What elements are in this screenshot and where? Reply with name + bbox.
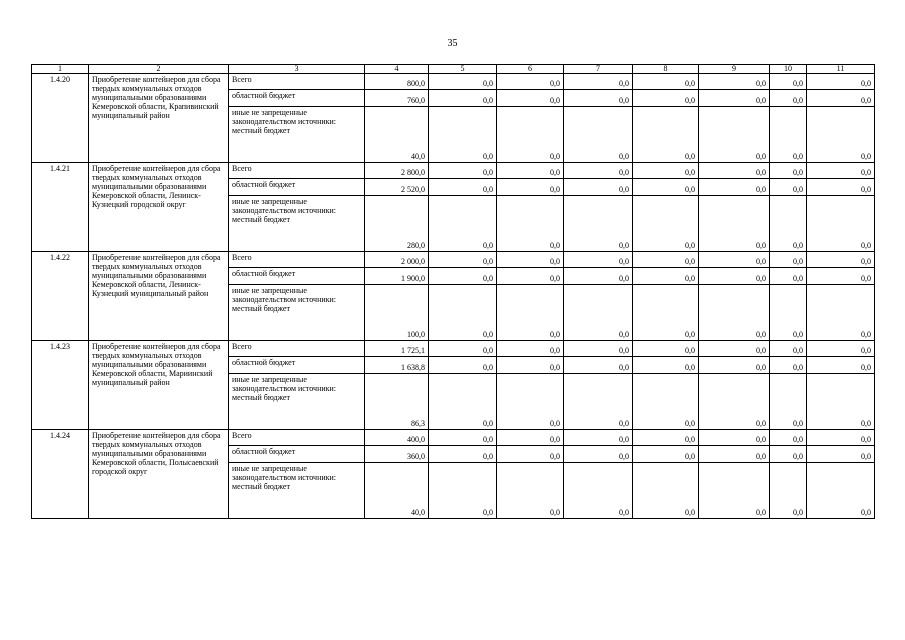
header-cell: 10 [770,65,807,74]
value-cell: 0,0 [564,430,633,446]
value-cell: 0,0 [429,74,497,90]
value-cell: 0,0 [807,285,875,341]
value-cell: 0,0 [497,74,564,90]
header-cell: 3 [229,65,365,74]
value-cell: 0,0 [699,163,770,179]
value-cell: 0,0 [699,446,770,463]
value-cell: 0,0 [497,90,564,107]
value-cell: 0,0 [807,446,875,463]
source-total-label: Всего [229,74,365,90]
source-local-label: местный бюджет [232,126,290,135]
value-cell: 2 800,0 [365,163,429,179]
source-other-cell [229,107,365,163]
value-cell: 0,0 [564,74,633,90]
value-cell: 0,0 [807,107,875,163]
value-cell: 40,0 [365,107,429,163]
value-cell: 0,0 [807,268,875,285]
page-number: 35 [447,38,458,49]
value-cell: 0,0 [699,285,770,341]
value-cell: 0,0 [633,446,699,463]
value-cell: 0,0 [770,341,807,357]
value-cell: 0,0 [807,163,875,179]
table-row [32,341,875,357]
value-cell: 760,0 [365,90,429,107]
value-cell: 0,0 [699,179,770,196]
activity-code: 1.4.23 [32,341,89,430]
value-cell: 0,0 [497,268,564,285]
source-local-label: местный бюджет [232,215,290,224]
value-cell: 0,0 [497,446,564,463]
source-regional-label: областной бюджет [229,357,365,374]
value-cell: 0,0 [497,341,564,357]
value-cell: 0,0 [699,463,770,519]
source-regional-label: областной бюджет [229,179,365,196]
value-cell: 0,0 [564,179,633,196]
activity-code: 1.4.21 [32,163,89,252]
header-row [32,65,875,74]
value-cell: 0,0 [633,374,699,430]
header-cell: 6 [497,65,564,74]
header-cell: 8 [633,65,699,74]
value-cell: 0,0 [807,196,875,252]
value-cell: 400,0 [365,430,429,446]
value-cell: 0,0 [564,463,633,519]
value-cell: 0,0 [699,90,770,107]
value-cell: 280,0 [365,196,429,252]
value-cell: 0,0 [429,430,497,446]
activity-code: 1.4.22 [32,252,89,341]
value-cell: 0,0 [807,252,875,268]
value-cell: 0,0 [807,74,875,90]
value-cell: 0,0 [497,374,564,430]
value-cell: 0,0 [564,374,633,430]
source-other-label: иные не запрещенные законодательством источники: [232,375,337,393]
source-other-cell [229,285,365,341]
value-cell: 0,0 [497,196,564,252]
value-cell: 0,0 [770,90,807,107]
source-other-cell [229,463,365,519]
header-cell: 5 [429,65,497,74]
header-cell: 4 [365,65,429,74]
source-regional-label: областной бюджет [229,268,365,285]
value-cell: 0,0 [564,285,633,341]
value-cell: 0,0 [429,341,497,357]
activity-name: Приобретение контейнеров для сбора твердых коммунальных отходов муниципальными образованиями Кемеровской области, Крапивинский муниципальный район [89,74,229,163]
value-cell: 0,0 [633,285,699,341]
value-cell: 0,0 [770,163,807,179]
table-row [32,430,875,446]
value-cell: 0,0 [699,430,770,446]
source-total-label: Всего [229,252,365,268]
source-other-label: иные не запрещенные законодательством источники: [232,108,337,126]
value-cell: 0,0 [807,341,875,357]
source-other-label: иные не запрещенные законодательством источники: [232,464,337,482]
source-other-label: иные не запрещенные законодательством источники: [232,286,337,304]
value-cell: 0,0 [807,463,875,519]
value-cell: 800,0 [365,74,429,90]
value-cell: 0,0 [770,252,807,268]
source-regional-label: областной бюджет [229,90,365,107]
value-cell: 0,0 [564,357,633,374]
value-cell: 0,0 [633,341,699,357]
activity-name: Приобретение контейнеров для сбора твердых коммунальных отходов муниципальными образованиями Кемеровской области, Мариинский муниципальный район [89,341,229,430]
value-cell: 0,0 [633,463,699,519]
activity-name: Приобретение контейнеров для сбора твердых коммунальных отходов муниципальными образованиями Кемеровской области, Ленинск-Кузнецкий муниципальный район [89,252,229,341]
table-row [32,252,875,268]
source-total-label: Всего [229,341,365,357]
value-cell: 0,0 [429,179,497,196]
value-cell: 0,0 [807,430,875,446]
value-cell: 0,0 [633,196,699,252]
value-cell: 0,0 [497,285,564,341]
value-cell: 0,0 [807,90,875,107]
value-cell: 0,0 [633,74,699,90]
value-cell: 0,0 [497,163,564,179]
value-cell: 40,0 [365,463,429,519]
value-cell: 0,0 [429,107,497,163]
value-cell: 0,0 [770,268,807,285]
value-cell: 0,0 [699,341,770,357]
activity-name: Приобретение контейнеров для сбора твердых коммунальных отходов муниципальными образованиями Кемеровской области, Ленинск-Кузнецкий городской округ [89,163,229,252]
value-cell: 0,0 [633,252,699,268]
value-cell: 0,0 [429,90,497,107]
activity-name: Приобретение контейнеров для сбора твердых коммунальных отходов муниципальными образованиями Кемеровской области, Полысаевский городской округ [89,430,229,519]
value-cell: 0,0 [429,268,497,285]
value-cell: 0,0 [497,107,564,163]
source-local-label: местный бюджет [232,304,290,313]
value-cell: 0,0 [497,430,564,446]
value-cell: 0,0 [699,107,770,163]
header-cell: 1 [32,65,89,74]
value-cell: 0,0 [429,196,497,252]
source-other-label: иные не запрещенные законодательством источники: [232,197,337,215]
source-local-label: местный бюджет [232,482,290,491]
value-cell: 0,0 [497,252,564,268]
header-cell: 11 [807,65,875,74]
value-cell: 0,0 [429,446,497,463]
value-cell: 1 725,1 [365,341,429,357]
value-cell: 0,0 [770,107,807,163]
value-cell: 0,0 [699,252,770,268]
value-cell: 0,0 [564,446,633,463]
value-cell: 0,0 [699,268,770,285]
header-cell: 9 [699,65,770,74]
value-cell: 0,0 [564,252,633,268]
source-other-cell [229,374,365,430]
value-cell: 0,0 [564,341,633,357]
value-cell: 0,0 [429,357,497,374]
value-cell: 0,0 [807,179,875,196]
activity-code: 1.4.24 [32,430,89,519]
value-cell: 0,0 [770,285,807,341]
activity-code: 1.4.20 [32,74,89,163]
value-cell: 0,0 [633,268,699,285]
value-cell: 0,0 [770,463,807,519]
value-cell: 0,0 [564,107,633,163]
value-cell: 2 520,0 [365,179,429,196]
value-cell: 0,0 [633,107,699,163]
value-cell: 0,0 [770,357,807,374]
value-cell: 2 000,0 [365,252,429,268]
value-cell: 1 638,8 [365,357,429,374]
value-cell: 0,0 [770,374,807,430]
value-cell: 0,0 [770,196,807,252]
budget-table [31,64,875,519]
value-cell: 0,0 [633,179,699,196]
source-total-label: Всего [229,430,365,446]
value-cell: 1 900,0 [365,268,429,285]
value-cell: 0,0 [429,163,497,179]
value-cell: 0,0 [497,463,564,519]
source-local-label: местный бюджет [232,393,290,402]
source-other-cell [229,196,365,252]
header-cell: 2 [89,65,229,74]
value-cell: 0,0 [770,446,807,463]
value-cell: 0,0 [699,74,770,90]
source-total-label: Всего [229,163,365,179]
value-cell: 0,0 [429,252,497,268]
value-cell: 0,0 [807,374,875,430]
source-regional-label: областной бюджет [229,446,365,463]
value-cell: 0,0 [564,90,633,107]
value-cell: 0,0 [770,430,807,446]
table-row [32,74,875,90]
value-cell: 0,0 [807,357,875,374]
value-cell: 0,0 [429,374,497,430]
value-cell: 86,3 [365,374,429,430]
value-cell: 0,0 [497,357,564,374]
value-cell: 0,0 [429,463,497,519]
header-cell: 7 [564,65,633,74]
value-cell: 0,0 [497,179,564,196]
value-cell: 0,0 [633,163,699,179]
value-cell: 0,0 [770,74,807,90]
value-cell: 360,0 [365,446,429,463]
value-cell: 100,0 [365,285,429,341]
value-cell: 0,0 [564,268,633,285]
value-cell: 0,0 [699,357,770,374]
value-cell: 0,0 [633,357,699,374]
value-cell: 0,0 [699,196,770,252]
value-cell: 0,0 [564,196,633,252]
value-cell: 0,0 [564,163,633,179]
value-cell: 0,0 [699,374,770,430]
table-row [32,163,875,179]
value-cell: 0,0 [633,90,699,107]
value-cell: 0,0 [770,179,807,196]
value-cell: 0,0 [429,285,497,341]
value-cell: 0,0 [633,430,699,446]
